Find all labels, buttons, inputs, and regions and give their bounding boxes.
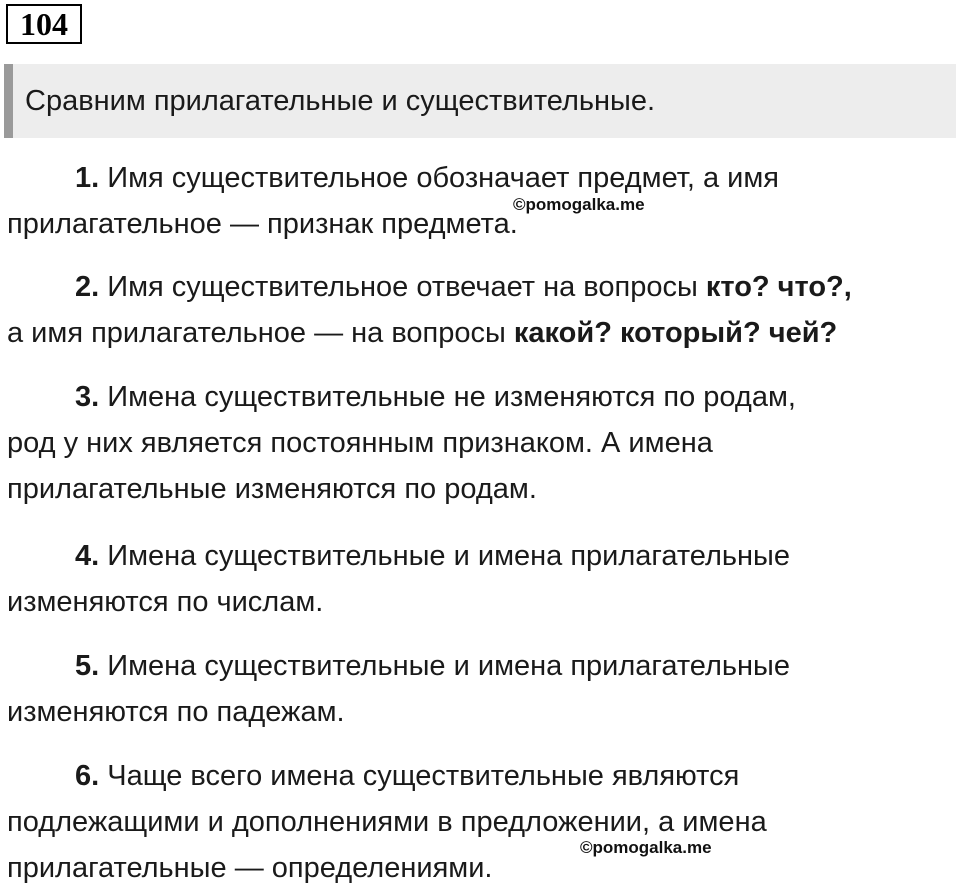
heading-text: Сравним прилагательные и существительные. — [25, 85, 656, 117]
item-4-number: 4. — [75, 540, 100, 572]
watermark-bottom: ©pomogalka.me — [580, 838, 712, 857]
item-4-line-1 — [7, 533, 952, 579]
item-5-text-1: Имена существительные и имена прилагательные — [107, 650, 790, 682]
item-1-line-1 — [7, 155, 952, 201]
item-1-number: 1. — [75, 162, 100, 194]
item-2-line-2 — [7, 310, 952, 356]
item-6-number: 6. — [75, 760, 100, 792]
item-5-line-1 — [7, 643, 952, 689]
item-2-bold-2: какой? который? чей? — [513, 317, 838, 349]
item-3-line-1 — [7, 374, 952, 420]
item-1-text-1: Имя существительное обозначает предмет, а имя — [107, 162, 779, 194]
item-5 — [7, 643, 952, 735]
watermark-top: ©pomogalka.me — [513, 195, 645, 214]
item-2 — [7, 264, 952, 356]
item-2-text-1: Имя существительное отвечает на вопросы — [107, 271, 706, 303]
item-6 — [7, 753, 952, 891]
heading-bar — [4, 64, 956, 138]
item-2-line-1 — [7, 264, 952, 310]
item-6-line-2: подлежащими и дополнениями в предложении, а имена — [7, 806, 767, 838]
item-2-number: 2. — [75, 271, 100, 303]
item-5-line-2: изменяются по падежам. — [7, 696, 345, 728]
item-5-number: 5. — [75, 650, 100, 682]
item-1-line-2: прилагательное — признак предмета. — [7, 208, 518, 240]
item-1 — [7, 155, 952, 247]
item-3-line-3: прилагательные изменяются по родам. — [7, 473, 537, 505]
item-3-line-2: род у них является постоянным признаком. А имена — [7, 427, 713, 459]
item-4-line-2: изменяются по числам. — [7, 586, 324, 618]
item-3 — [7, 374, 952, 512]
item-4-text-1: Имена существительные и имена прилагательные — [107, 540, 790, 572]
item-6-line-3: прилагательные — определениями. — [7, 852, 493, 884]
item-3-text-1: Имена существительные не изменяются по родам, — [107, 381, 796, 413]
item-2-text-2: а имя прилагательное — на вопросы — [7, 317, 514, 349]
item-4 — [7, 533, 952, 625]
item-6-line-1 — [7, 753, 952, 799]
item-3-number: 3. — [75, 381, 100, 413]
item-6-text-1: Чаще всего имена существительные являются — [107, 760, 740, 792]
item-2-bold-1: кто? что?, — [705, 271, 852, 303]
task-number: 104 — [6, 4, 82, 44]
